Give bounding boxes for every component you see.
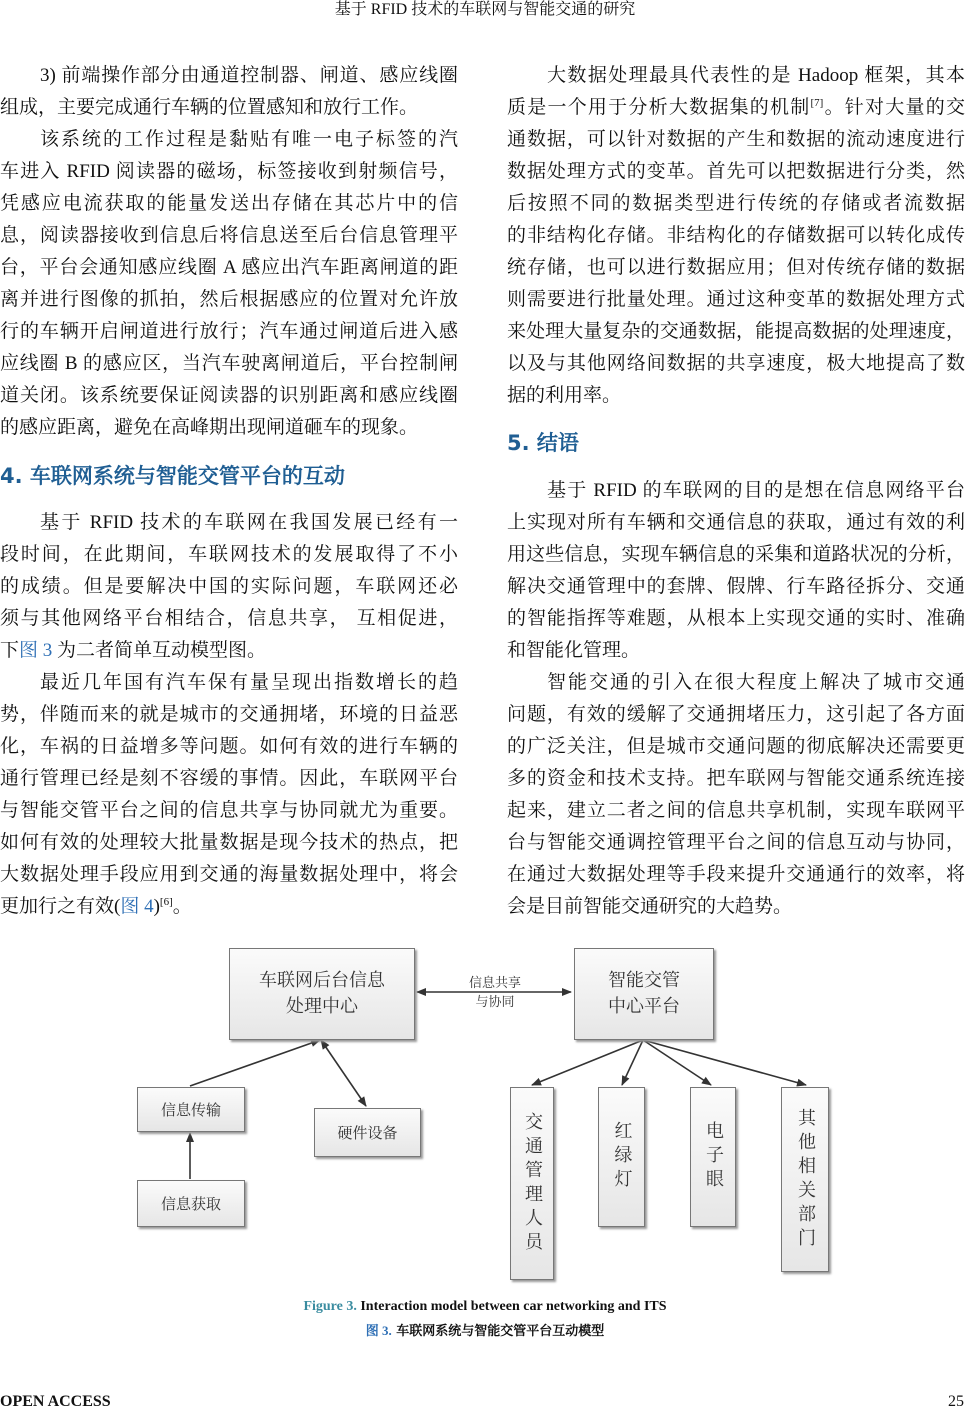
text-line: 道关闭。该系统要保证阅读器的识别距离和感应线圈: [0, 385, 458, 406]
running-header: 基于 RFID 技术的车联网与智能交通的研究: [334, 1, 636, 18]
node-traffic-staff: 交通管理人员: [510, 1087, 554, 1280]
edge-label-line2: 与协同: [475, 995, 515, 1010]
text-line: 息，阅读器接收到信息后将信息送至后台信息管理平: [0, 225, 458, 246]
text-line: 段时间，在此期间，车联网技术的发展取得了不小: [0, 544, 458, 565]
text-line: 台与智能交通调控管理平台之间的信息互动与协同，: [507, 832, 965, 853]
text-segment: 质是一个用于分析大数据集的机制: [507, 97, 811, 118]
caption-en-text: Interaction model between car networking and ITS: [356, 1299, 667, 1314]
text-line: 和智能化管理。: [507, 640, 641, 661]
text-line: 的非结构化存储。非结构化的存储数据可以转化成传: [507, 225, 965, 246]
arrow-its-staff: [532, 1040, 643, 1085]
text-line: 3) 前端操作部分由通道控制器、闸道、感应线圈: [40, 65, 458, 86]
text-line: 以及与其他网络间数据的共享速度，极大地提高了数: [507, 353, 965, 374]
edge-label-sharing: [445, 974, 545, 1012]
text-line: 通行管理已经是刻不容缓的事情。因此，车联网平台: [0, 768, 458, 789]
text-line: 的广泛关注，但是城市交通问题的彻底解决还需要更: [507, 736, 965, 757]
text-line: 如何有效的处理较大批量数据是现今技术的热点，把: [0, 832, 458, 853]
text-segment: 更加行之有效(: [0, 896, 121, 917]
node-backend-center: 车联网后台信息 处理中心: [229, 948, 415, 1040]
text-line: 后按照不同的数据类型进行传统的存储或者流数据: [507, 193, 965, 214]
text-line: 大数据处理手段应用到交通的海量数据处理中，将会: [0, 864, 458, 885]
text-line: 数据处理方式的变革。首先可以把数据进行分类，然: [507, 161, 965, 182]
text-line: 台，平台会通知感应线圈 A 感应出汽车距离闸道的距: [0, 257, 458, 278]
edge-label-line1: 信息共享: [468, 976, 521, 991]
text-line: 该系统的工作过程是黏贴有唯一电子标签的汽: [40, 129, 458, 150]
text-line: 统存储，也可以进行数据应用；但对传统存储的数据: [507, 257, 965, 278]
footer-open-access: OPEN ACCESS: [0, 1393, 111, 1410]
node-info-transmit: 信息传输: [137, 1087, 245, 1132]
arrow-backend-hardware: [321, 1040, 366, 1106]
text-line: 的感应距离，避免在高峰期出现闸道砸车的现象。: [0, 417, 419, 438]
text-line: 大数据处理最具代表性的是 Hadoop 框架，其本: [547, 65, 965, 86]
text-line: 起来，建立二者之间的信息共享机制，实现车联网平: [507, 800, 965, 821]
figure-link[interactable]: 图 4: [120, 896, 154, 917]
figure-caption-zh: [0, 1320, 970, 1339]
text-line: 基于 RFID 技术的车联网在我国发展已经有一: [40, 512, 458, 533]
footer-page-number: 25: [948, 1393, 964, 1410]
text-segment: 为二者简单互动模型图。: [52, 640, 267, 661]
caption-zh-number: 图 3.: [365, 1323, 392, 1338]
text-line: 上实现对所有车辆和交通信息的获取，通过有效的利: [507, 512, 965, 533]
citation-ref[interactable]: [6]: [159, 896, 173, 908]
text-line: 来处理大量复杂的交通数据，能提高数据的处理速度，: [507, 321, 965, 342]
text-line: 的智能指挥等难题，从根本上实现交通的实时、准确: [507, 608, 965, 629]
right-body-block-2: [507, 475, 965, 923]
text-line: 的成绩。但是要解决中国的实际问题，车联网还必: [0, 576, 458, 597]
text-segment: ): [153, 896, 160, 917]
text-line: 车进入 RFID 阅读器的磁场，标签接收到射频信号，: [0, 161, 458, 182]
text-line: 在通过大数据处理等手段来提升交通通行的效率，将: [507, 864, 965, 885]
node-other-depts: 其他相关部门: [781, 1087, 829, 1272]
text-line: 离并进行图像的抓拍，然后根据感应的位置对允许放: [0, 289, 458, 310]
citation-ref[interactable]: [7]: [810, 97, 824, 109]
text-segment: 下: [0, 640, 20, 661]
text-line: 组成，主要完成通行车辆的位置感知和放行工作。: [0, 97, 419, 118]
text-line: 势，伴随而来的就是城市的交通拥堵，环境的日益恶: [0, 704, 458, 725]
text-line: 智能交通的引入在很大程度上解决了城市交通: [547, 672, 965, 693]
text-line: 会是目前智能交通研究的大趋势。: [507, 896, 793, 917]
text-line: 最近几年国有汽车保有量呈现出指数增长的趋: [40, 672, 458, 693]
text-line: 凭感应电流获取的能量发送出存储在其芯片中的信: [0, 193, 458, 214]
text-line: 基于 RFID 的车联网的目的是想在信息网络平台: [547, 480, 965, 501]
left-body-block-2: [0, 507, 458, 923]
node-traffic-light: 红绿灯: [598, 1087, 645, 1227]
caption-zh-text: 车联网系统与智能交管平台互动模型: [391, 1324, 605, 1339]
arrow-its-light: [622, 1040, 643, 1085]
text-line: 行的车辆开启闸道进行放行；汽车通过闸道后进入感: [0, 321, 458, 342]
text-line: [507, 92, 965, 124]
text-line: 与智能交管平台之间的信息共享与协同就尤为重要。: [0, 800, 458, 821]
text-line: 据的利用率。: [507, 385, 622, 406]
node-info-acquire: 信息获取: [137, 1180, 245, 1227]
text-segment: 。针对大量的交: [823, 97, 965, 118]
text-line: 则需要进行批量处理。通过这种变革的数据处理方式: [507, 289, 965, 310]
figure-caption-en: [0, 1299, 970, 1315]
text-line: 问题，有效的缓解了交通拥堵压力，这引起了各方面: [507, 704, 965, 725]
arrow-transmit-to-backend: [190, 1040, 320, 1086]
section-heading-5: 5. 结语: [507, 431, 579, 455]
node-its-center: 智能交管 中心平台: [574, 948, 714, 1040]
figure-link[interactable]: 图 3: [19, 640, 53, 661]
caption-en-number: Figure 3.: [303, 1299, 357, 1314]
text-line: 应线圈 B 的感应区，当汽车驶离闸道后，平台控制闸: [0, 353, 458, 374]
text-line: 解决交通管理中的套牌、假牌、行车路径拆分、交通: [507, 576, 965, 597]
right-body-block-1: [507, 60, 965, 412]
node-hardware: 硬件设备: [314, 1108, 421, 1157]
arrow-its-other: [643, 1040, 806, 1085]
text-segment: 。: [172, 896, 192, 917]
text-line: [0, 635, 458, 667]
text-line: [0, 891, 458, 923]
text-line: 多的资金和技术支持。把车联网与智能交通系统连接: [507, 768, 965, 789]
text-line: 须与其他网络平台相结合，信息共享， 互相促进，: [0, 608, 458, 629]
node-e-eye: 电子眼: [690, 1087, 736, 1227]
text-line: 通数据，可以针对数据的产生和数据的流动速度进行: [507, 129, 965, 150]
text-line: 化，车祸的日益增多等问题。如何有效的进行车辆的: [0, 736, 458, 757]
arrow-its-eye: [643, 1040, 711, 1085]
text-line: 用这些信息，实现车辆信息的采集和道路状况的分析，: [507, 544, 965, 565]
section-heading-4: 4. 车联网系统与智能交管平台的互动: [0, 464, 345, 488]
left-body-block-1: [0, 60, 458, 444]
